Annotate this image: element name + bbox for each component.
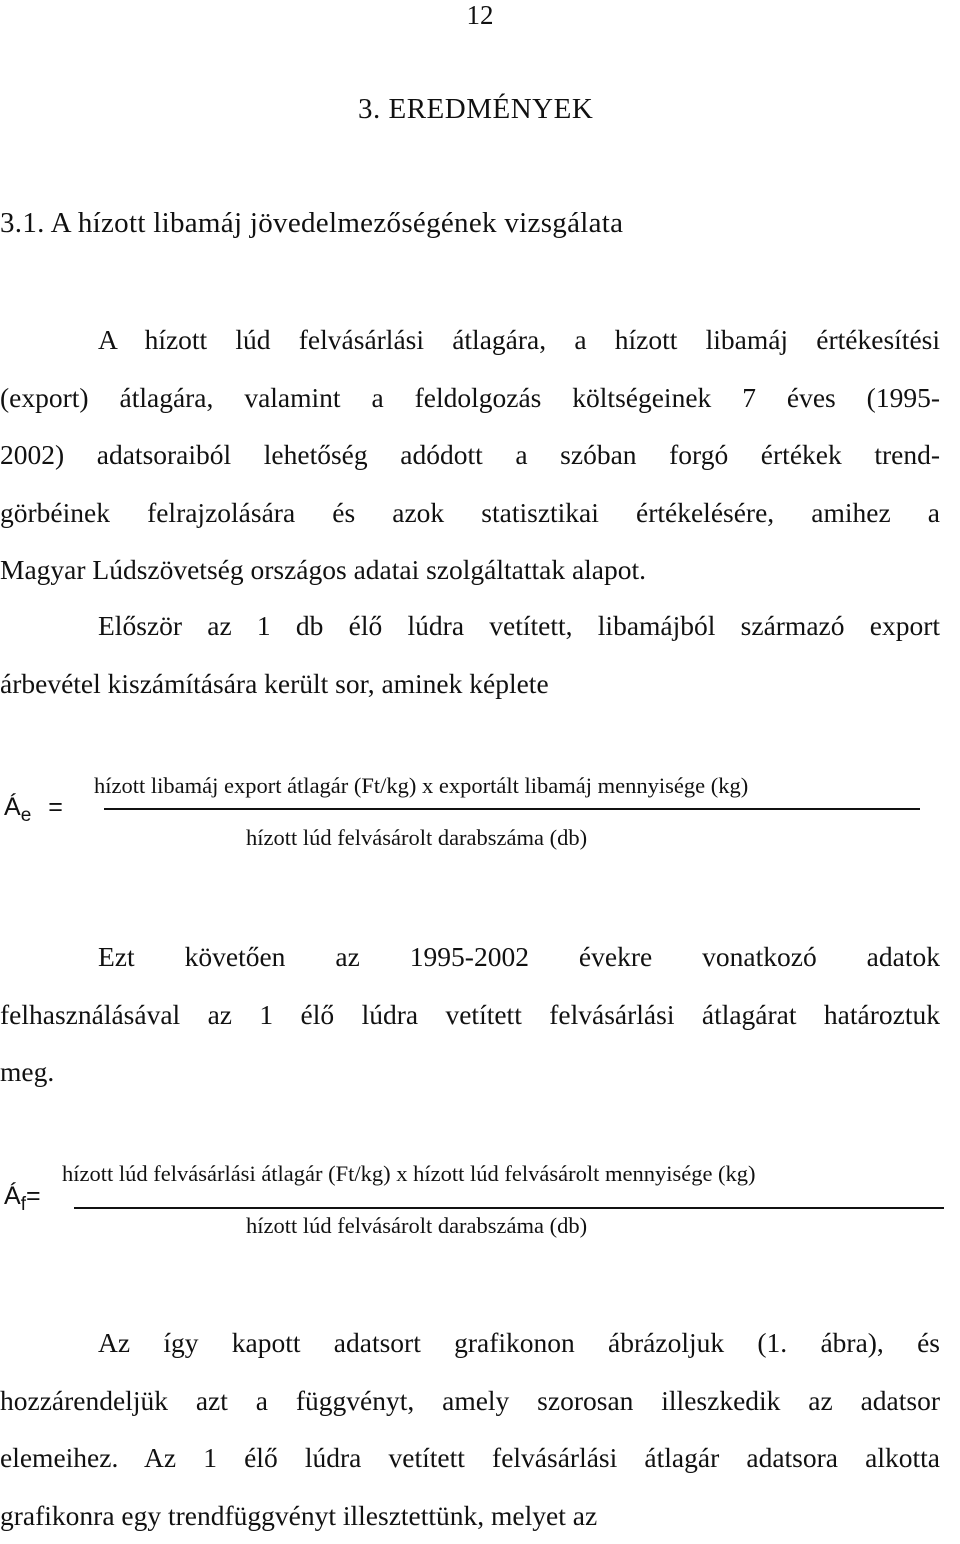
- formula-numerator: hízott lúd felvásárlási átlagár (Ft/kg) x hízott lúd felvásárolt mennyisége (kg): [62, 1160, 756, 1188]
- paragraph-line: Az így kapott adatsort grafikonon ábrázoljuk (1. ábra), és: [0, 1314, 940, 1372]
- formula-denominator: hízott lúd felvásárolt darabszáma (db): [246, 824, 587, 852]
- paragraph-line: elemeihez. Az 1 élő lúdra vetített felvásárlási átlagár adatsora alkotta: [0, 1429, 940, 1487]
- paragraph-intro: [0, 311, 940, 599]
- paragraph-trend-function: [0, 1314, 940, 1544]
- paragraph-line: meg.: [0, 1043, 940, 1101]
- chapter-heading: 3. EREDMÉNYEK: [358, 92, 593, 126]
- paragraph-purchase-price: [0, 928, 940, 1101]
- paragraph-line: hozzárendeljük azt a függvényt, amely szorosan illeszkedik az adatsor: [0, 1372, 940, 1430]
- formula-subscript: f: [21, 1194, 26, 1215]
- paragraph-line: árbevétel kiszámítására került sor, aminek képlete: [0, 655, 940, 713]
- fraction-bar: [104, 808, 920, 810]
- paragraph-export-revenue: [0, 597, 940, 712]
- paragraph-line: Magyar Lúdszövetség országos adatai szolgáltattak alapot.: [0, 541, 940, 599]
- formula-lhs: [4, 792, 63, 831]
- fraction-bar: [74, 1207, 944, 1209]
- paragraph-line: 2002) adatsoraiból lehetőség adódott a szóban forgó értékek trend-: [0, 426, 940, 484]
- paragraph-line: felhasználásával az 1 élő lúdra vetített felvásárlási átlagárat határoztuk: [0, 986, 940, 1044]
- formula-subscript: e: [21, 805, 32, 826]
- formula-symbol: Á: [4, 1182, 21, 1210]
- paragraph-line: Először az 1 db élő lúdra vetített, libamájból származó export: [0, 597, 940, 655]
- paragraph-line: Ezt követően az 1995-2002 évekre vonatkozó adatok: [0, 928, 940, 986]
- formula-equals: =: [26, 1182, 41, 1210]
- paragraph-line: grafikonra egy trendfüggvényt illesztettünk, melyet az: [0, 1487, 940, 1544]
- formula-symbol: Á: [4, 793, 21, 821]
- paragraph-line: görbéinek felrajzolására és azok statisztikai értékelésére, amihez a: [0, 484, 940, 542]
- paragraph-line: A hízott lúd felvásárlási átlagára, a hízott libamáj értékesítési: [0, 311, 940, 369]
- section-heading: 3.1. A hízott libamáj jövedelmezőségének vizsgálata: [0, 206, 623, 240]
- formula-denominator: hízott lúd felvásárolt darabszáma (db): [246, 1212, 587, 1240]
- paragraph-line: (export) átlagára, valamint a feldolgozás költségeinek 7 éves (1995-: [0, 369, 940, 427]
- formula-lhs: [4, 1181, 41, 1220]
- page-number: 12: [0, 0, 960, 30]
- formula-equals: =: [48, 793, 63, 821]
- formula-numerator: hízott libamáj export átlagár (Ft/kg) x exportált libamáj mennyisége (kg): [94, 772, 748, 800]
